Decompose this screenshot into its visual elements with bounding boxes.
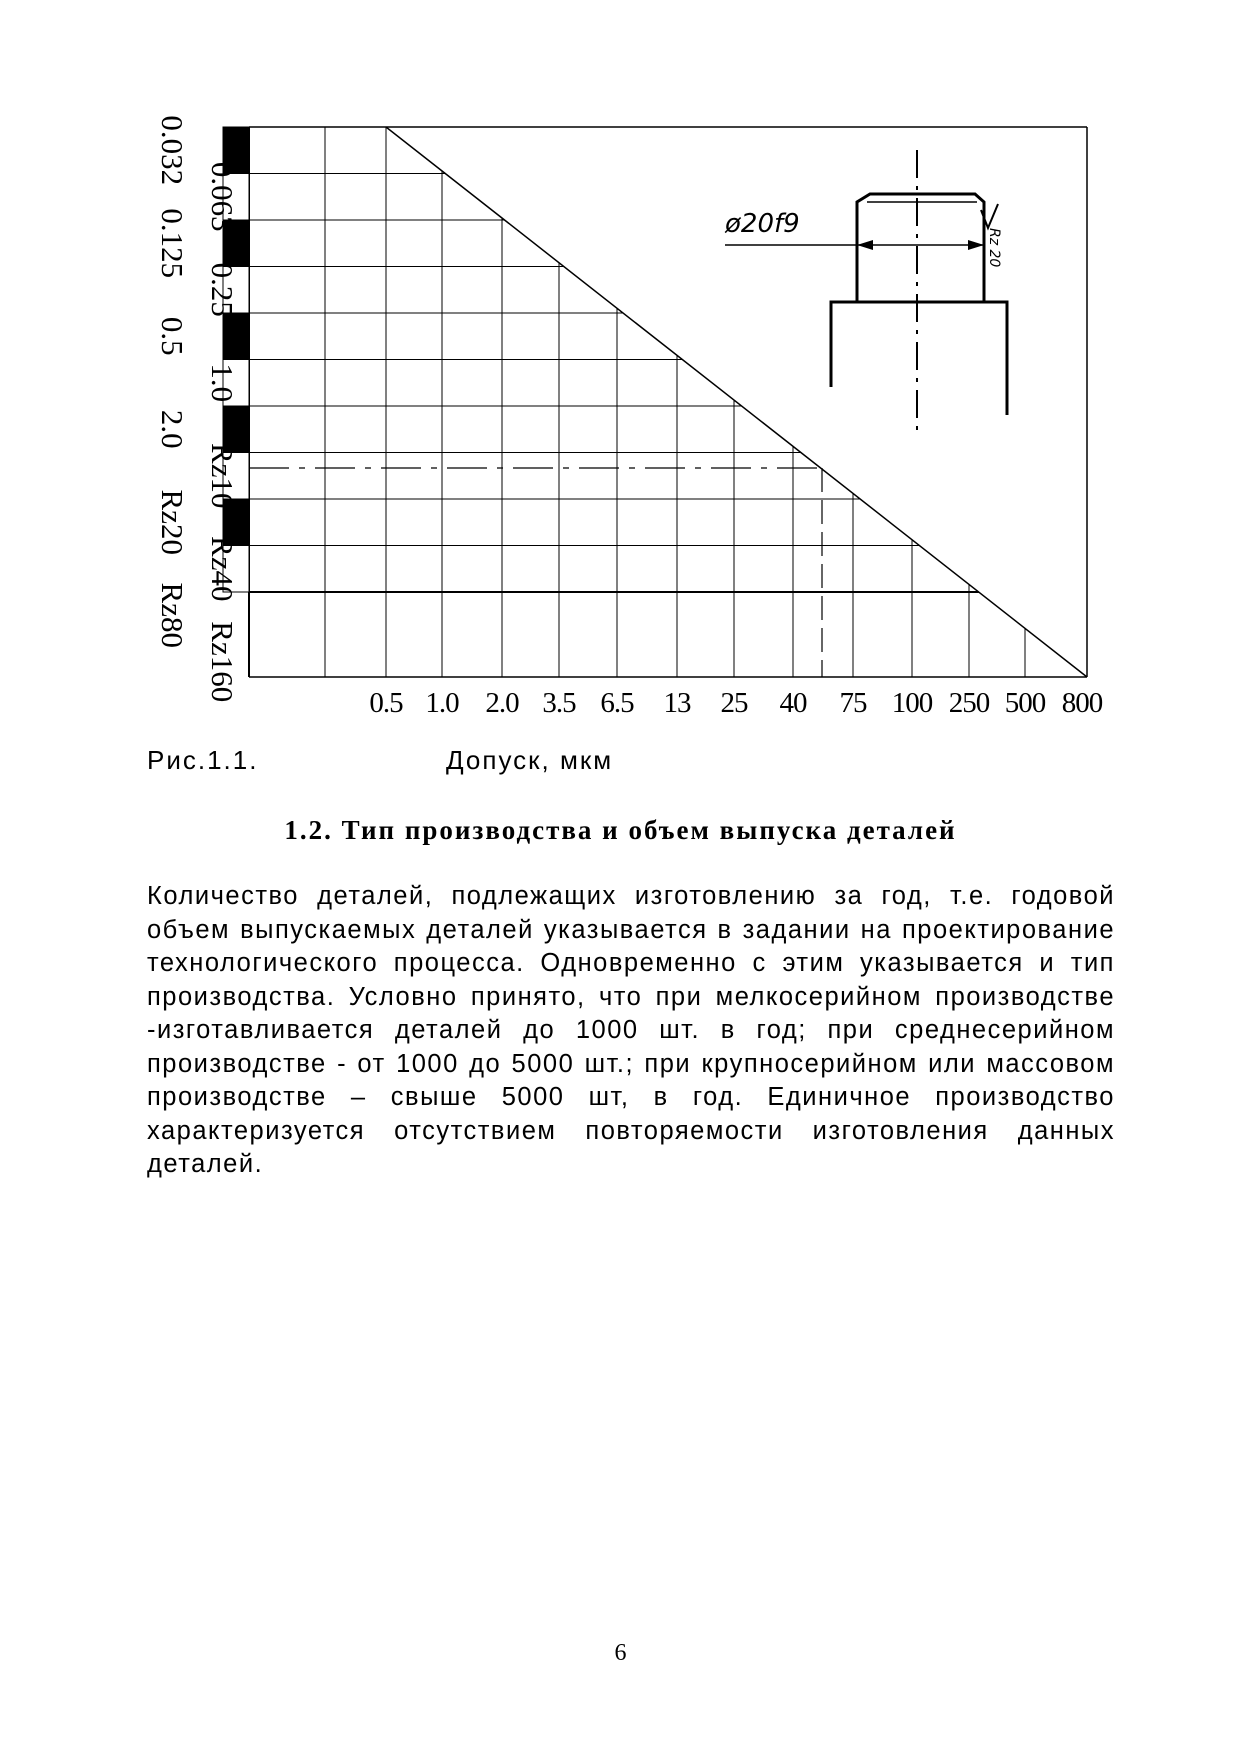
- y-inner-tick-label: Rz160: [205, 621, 240, 703]
- y-inner-tick-label: Rz10: [205, 443, 240, 509]
- section-paragraph: Количество деталей, подлежащих изготовлению за год, т.е. годовой объем выпускаемых деталей указывается в задании на проектирование технологического процесса. Одновременно с этим указывается и тип производства. Условно принято, что при мелкосерийном производстве -изготавливается деталей до 1000 шт. в год; при среднесерийном производстве - от 1000 до 5000 шт.; при крупносерийном или массовом производстве – свыше 5000 шт, в год. Единичное производство характеризуется отсутствием повторяемости изготовления данных деталей.: [147, 882, 1115, 1178]
- figure-number: Рис.1.1.: [147, 745, 259, 775]
- roughness-tolerance-nomogram: [0, 0, 1241, 740]
- dimension-arrow-left: [857, 240, 873, 250]
- x-tick-label: 2.0: [485, 687, 519, 719]
- x-tick-label: 40: [779, 687, 807, 719]
- y-outer-tick-label: 0.032: [155, 115, 190, 186]
- x-tick-label: 500: [1004, 687, 1046, 719]
- y-axis-outer-labels: [155, 115, 190, 648]
- scale-bar-segment: [223, 313, 249, 360]
- shaft-outline: [857, 194, 984, 302]
- y-inner-tick-label: 0.25: [205, 262, 240, 317]
- x-tick-label: 250: [948, 687, 990, 719]
- section-heading: 1.2. Тип производства и объем выпуска деталей: [284, 815, 957, 845]
- x-tick-label: 13: [663, 687, 691, 719]
- x-tick-label: 1.0: [425, 687, 459, 719]
- y-outer-tick-label: Rz80: [155, 582, 190, 648]
- x-tick-label: 100: [891, 687, 933, 719]
- y-outer-tick-label: 2.0: [155, 409, 190, 449]
- dimension-arrow-right: [968, 240, 984, 250]
- x-tick-label: 0.5: [369, 687, 403, 719]
- page-number: 6: [614, 1640, 627, 1666]
- body-outline: [831, 302, 1007, 415]
- chart-grid: [249, 127, 1087, 677]
- x-axis-labels: [369, 687, 1102, 719]
- x-tick-label: 3.5: [542, 687, 576, 719]
- y-outer-tick-label: 0.5: [155, 316, 190, 356]
- roughness-label: Rz 20: [986, 228, 1002, 268]
- x-tick-label: 75: [839, 687, 867, 719]
- shaft-detail-drawing: [725, 150, 1007, 430]
- x-tick-label: 6.5: [600, 687, 634, 719]
- y-outer-tick-label: 0.125: [155, 208, 190, 279]
- y-inner-tick-label: 1.0: [205, 363, 240, 403]
- x-tick-label: 800: [1061, 687, 1103, 719]
- y-inner-tick-label: Rz40: [205, 536, 240, 602]
- y-inner-tick-label: 0.063: [205, 161, 240, 232]
- x-tick-label: 25: [720, 687, 748, 719]
- y-outer-tick-label: Rz20: [155, 489, 190, 555]
- x-axis-title: Допуск, мкм: [446, 745, 614, 775]
- diameter-label: ø20f9: [725, 209, 800, 239]
